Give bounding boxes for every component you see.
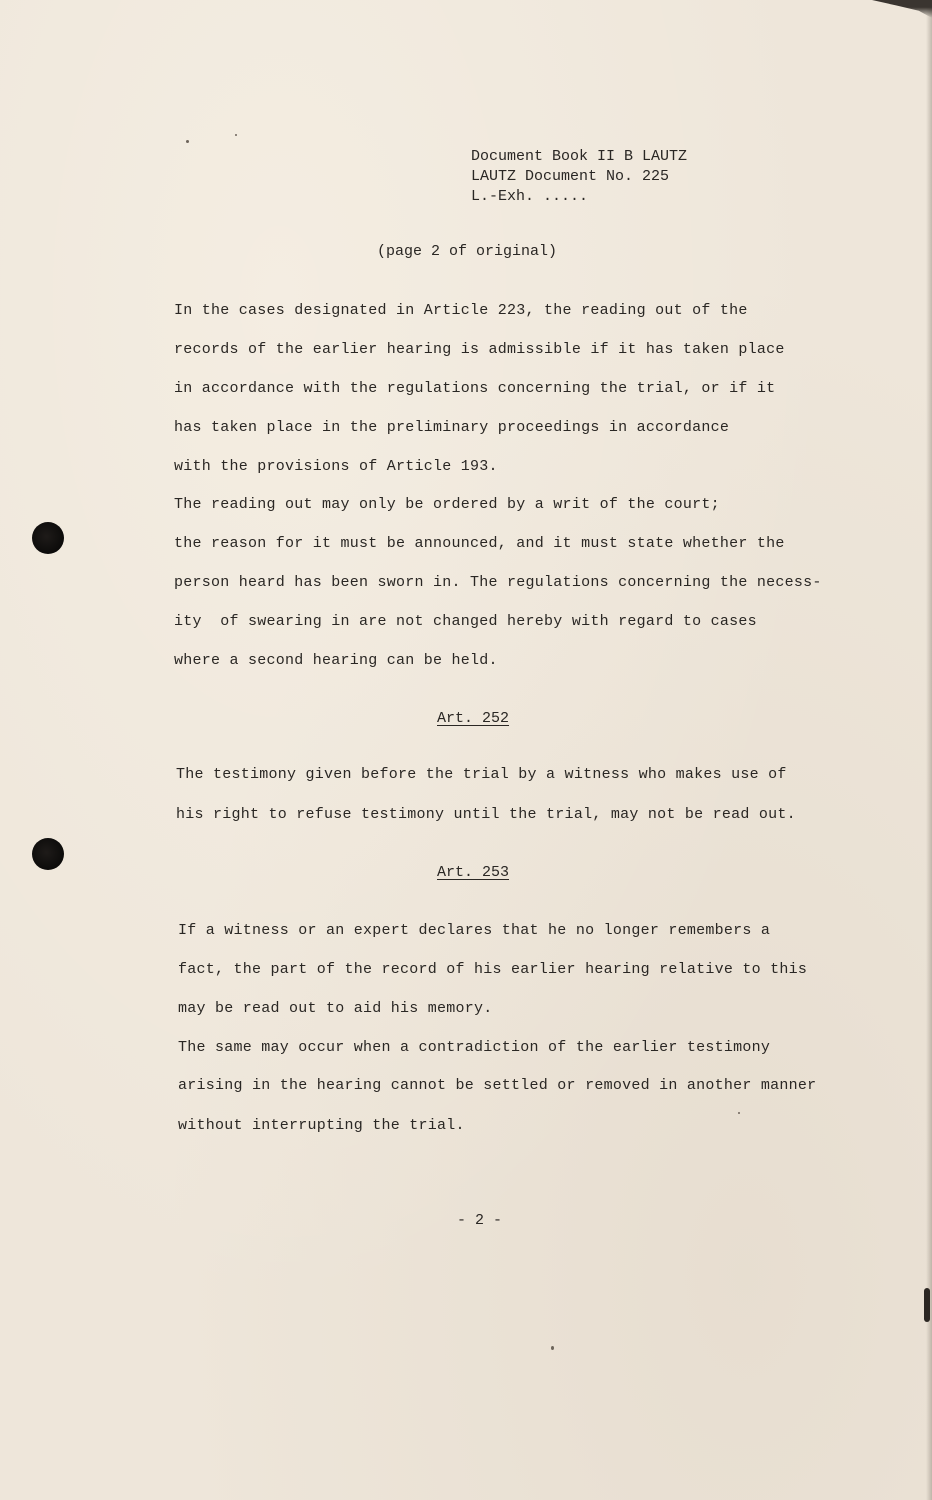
- text-line: The same may occur when a contradiction of the earlier testimony: [178, 1039, 771, 1056]
- page-number: - 2 -: [457, 1212, 503, 1229]
- punch-hole-bottom: [32, 838, 64, 870]
- text-line: If a witness or an expert declares that he no longer remembers a: [178, 922, 771, 939]
- text-line: arising in the hearing cannot be settled or removed in another manner: [178, 1077, 817, 1094]
- text-line: The reading out may only be ordered by a writ of the court;: [174, 496, 720, 513]
- text-line: may be read out to aid his memory.: [178, 1000, 493, 1017]
- paper-speck: [551, 1346, 554, 1350]
- text-line: in accordance with the regulations concerning the trial, or if it: [174, 380, 776, 397]
- text-line: with the provisions of Article 193.: [174, 458, 498, 475]
- header-document-book: Document Book II B LAUTZ: [471, 148, 688, 165]
- text-line: In the cases designated in Article 223, the reading out of the: [174, 302, 748, 319]
- page-note: (page 2 of original): [377, 243, 558, 260]
- text-line: fact, the part of the record of his earlier hearing relative to this: [178, 961, 808, 978]
- article-253-heading: Art. 253: [437, 864, 510, 881]
- text-line: the reason for it must be announced, and it must state whether the: [174, 535, 785, 552]
- text-line: his right to refuse testimony until the trial, may not be read out.: [176, 806, 796, 823]
- punch-hole-top: [32, 522, 64, 554]
- paper-speck: [235, 134, 237, 136]
- header-document-number: LAUTZ Document No. 225: [471, 168, 670, 185]
- paper-speck: [186, 140, 189, 143]
- text-line: has taken place in the preliminary proceedings in accordance: [174, 419, 730, 436]
- corner-tear: [872, 0, 932, 18]
- text-line: records of the earlier hearing is admissible if it has taken place: [174, 341, 785, 358]
- text-line: ity of swearing in are not changed hereby with regard to cases: [174, 613, 757, 630]
- text-line: person heard has been sworn in. The regulations concerning the necess-: [174, 574, 822, 591]
- text-line: where a second hearing can be held.: [174, 652, 498, 669]
- document-header: [471, 147, 687, 207]
- text-line: without interrupting the trial.: [178, 1117, 465, 1134]
- text-line: The testimony given before the trial by a witness who makes use of: [176, 766, 787, 783]
- header-exhibit: L.-Exh. .....: [471, 188, 589, 205]
- paper-speck: [738, 1112, 740, 1114]
- article-252-heading: Art. 252: [437, 710, 510, 727]
- edge-mark: [924, 1288, 930, 1322]
- page-edge-shadow: [926, 0, 932, 1500]
